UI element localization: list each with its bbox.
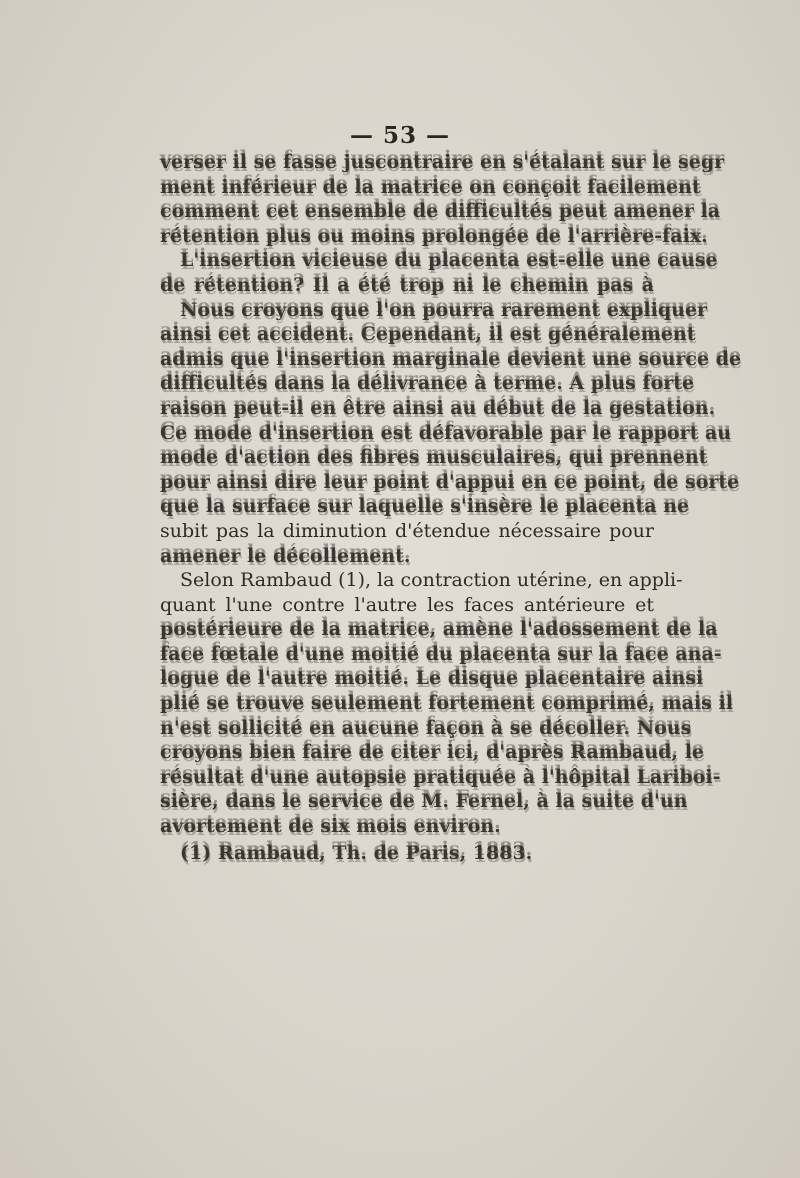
text-line: amener le décollement. xyxy=(160,544,411,567)
text-line: L'insertion vicieuse du placenta est-elle une cause xyxy=(180,249,718,272)
text-line: mode d'action des fibres musculaires, qui prennent xyxy=(160,446,708,469)
text-line: n'est sollicité en aucune façon à se décoller. Nous xyxy=(160,716,692,739)
footnote: (1) Rambaud, Th. de Paris, 1883. xyxy=(180,841,533,864)
text-line: logue de l'autre moitié. Le disque placentaire ainsi xyxy=(160,667,704,690)
text-line: raison peut-il en être ainsi au début de la gestation. xyxy=(160,396,716,419)
text-line: résultat d'une autopsie pratiquée à l'hôpital Lariboi- xyxy=(160,765,721,788)
text-line: admis que l'insertion marginale devient une source de xyxy=(160,347,742,370)
text-line: verser il se fasse juscontraire en s'étalant sur le segr xyxy=(160,151,725,173)
text-line: difficultés dans la délivrance à terme. A plus forte xyxy=(160,372,695,395)
text-line: croyons bien faire de citer ici, d'après Rambaud, le xyxy=(160,741,705,764)
text-line: ment inférieur de la matrice on conçoit facilement xyxy=(160,175,701,198)
text-line: comment cet ensemble de difficultés peut amener la xyxy=(160,200,721,223)
text-line: subit pas la diminution d'étendue nécessaire pour xyxy=(160,519,654,542)
text-line: Selon Rambaud (1), la contraction utérine, en appli- xyxy=(180,569,683,592)
text-line: Ce mode d'insertion est défavorable par le rapport au xyxy=(160,421,732,444)
text-line: face fœtale d'une moitié du placenta sur la face ana- xyxy=(160,642,722,665)
text-line: rétention plus ou moins prolongée de l'arrière-faix. xyxy=(160,224,708,247)
text-line: pour ainsi dire leur point d'appui en ce point, de sorte xyxy=(160,470,740,493)
text-line: sière, dans le service de M. Fernel, à la suite d'un xyxy=(160,790,688,813)
text-line: de rétention? Il a été trop ni le chemin pas à xyxy=(160,273,654,296)
text-line: avortement de six mois environ. xyxy=(160,815,501,838)
text-line: plié se trouve seulement fortement comprimé, mais il xyxy=(160,692,733,715)
page-number: — 53 — xyxy=(349,122,451,149)
text-line: que la surface sur laquelle s'insère le placenta ne xyxy=(160,495,690,518)
body-text xyxy=(160,150,742,865)
text-line: postérieure de la matrice, amène l'adossement de la xyxy=(160,618,718,641)
text-line: Nous croyons que l'on pourra rarement expliquer xyxy=(180,298,708,321)
text-line: quant l'une contre l'autre les faces antérieure et xyxy=(160,593,654,616)
text-line: ainsi cet accident. Cependant, il est généralement xyxy=(160,323,696,346)
